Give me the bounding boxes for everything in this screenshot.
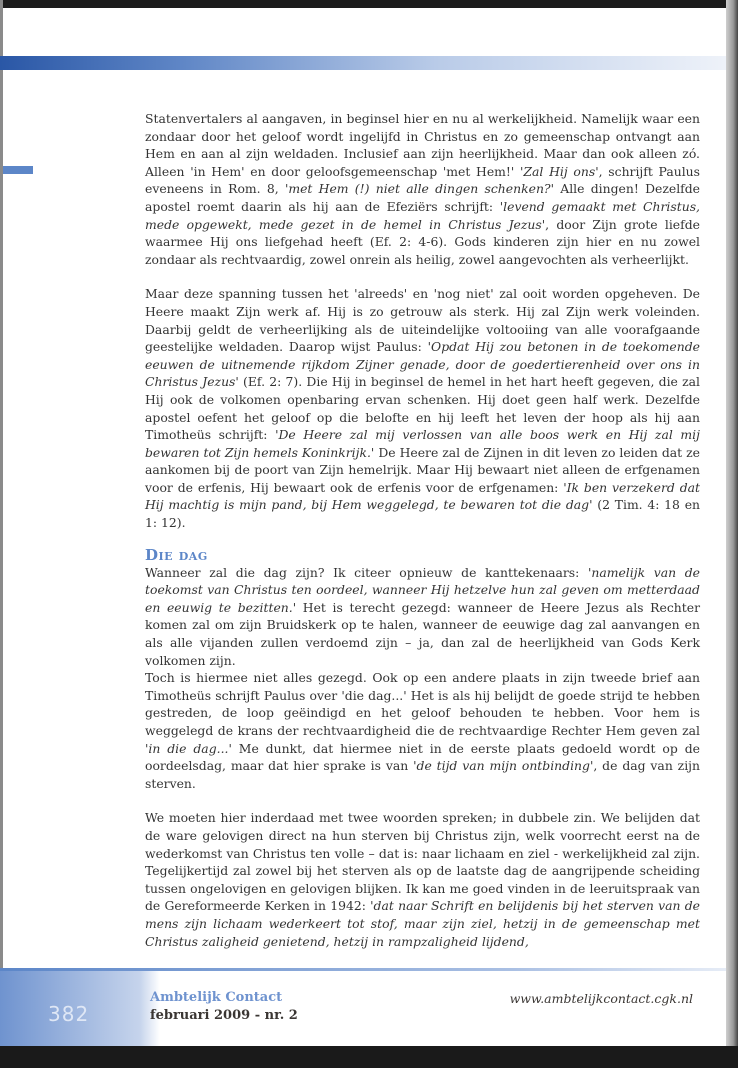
body-text: Statenvertalers al aangaven, in beginsel hier en nu al werkelijkheid. Namelijk waar een zondaar door het geloof wordt ingelijfd in Christus en zo gemeenschap ontvangt aan Hem en aan al zijn weldaden. Inclusief aan zijn heerlijkheid. Maar dan ook alleen zó. Alleen 'in Hem' en door geloofsgemeenschap 'met Hem!' (145, 111, 700, 179)
quotation-text: 'in die dag...' (145, 740, 232, 756)
paragraph (145, 285, 700, 531)
header-color-bar (0, 56, 726, 70)
issue-label: februari 2009 - nr. 2 (150, 1008, 298, 1023)
body-text: Maar deze spanning tussen het 'alreeds' en 'nog niet' zal ooit worden opgeheven. De Heere maakt Zijn werk af. Hij is zo getrouw als sterk. Hij zal Zijn werk voleinden. Daarbij geldt de verheerlijking als de uiteindelijke voltooiing van alle voorafgaande geestelijke weldaden. Daarop wijst Paulus: (145, 286, 700, 355)
quotation-text: 'Zal Hij ons' (520, 163, 599, 179)
page-left-edge (0, 0, 3, 1068)
page-top-border (0, 0, 738, 8)
quotation-text: 'Opdat Hij zou betonen in de toekomende eeuwen de uitnemende rijkdom Zijner genade, door de goedertierenheid over ons in Christus Jezus' (145, 339, 700, 390)
article-body (145, 110, 700, 950)
footer-panel (0, 971, 726, 1046)
quotation-text: 'namelijk van de toekomst van Christus ten oordeel, wanneer Hij hetzelve hun zal geven om metterdaad en eeuwig te bezitten.' (145, 564, 701, 615)
body-text: Het is terecht gezegd: wanneer de Heere Jezus als Rechter komen zal om zijn Bruidskerk op te halen, wanneer de eeuwige dag zal aanvangen en als alle vijanden zullen verdoemd zijn – ja, dan zal de heerlijkheid van Gods Kerk volkomen zijn. (145, 599, 700, 668)
quotation-text: 'levend gemaakt met Christus, mede opgewekt, mede gezet in de hemel in Christus Jezus' (145, 198, 700, 232)
quotation-text: 'de tijd van mijn ontbinding' (413, 758, 594, 774)
body-text: Alle dingen! Dezelfde apostel roemt daarin als hij aan de Efeziërs schrijft: (145, 181, 701, 214)
paragraph (145, 669, 700, 792)
body-text: Me dunkt, dat hiermee niet in de eerste plaats gedoeld wordt op de oordeelsdag, maar dat hier sprake is van (145, 740, 700, 774)
paragraph (145, 809, 700, 950)
body-text: Toch is hiermee niet alles gezegd. Ook op een andere plaats in zijn tweede brief aan Timotheüs schrijft Paulus over 'die dag...' Het is als hij belijdt de goede strijd te hebben gestreden, de loop geëindigd en het geloof behouden te hebben. Voor hem is weggelegd de krans der rechtvaardigheid die de rechtvaardige Rechter Hem geven zal (145, 670, 700, 738)
body-text: , schrijft Paulus eveneens in Rom. 8, (145, 163, 701, 197)
quotation-text: 'De Heere zal mij verlossen van alle boos werk en Hij zal mij bewaren tot Zijn hemels Koninkrijk.' (145, 427, 700, 460)
page-bottom-border (0, 1046, 738, 1068)
body-text: , de dag van zijn sterven. (145, 758, 700, 791)
body-text: (2 Tim. 4: 18 en 1: 12). (145, 497, 701, 531)
body-text: We moeten hier inderdaad met twee woorden spreken; in dubbele zin. We belijden dat de ware gelovigen direct na hun sterven bij Christus zijn, welk voorrecht eerst na de wederkomst van Christus ten volle – dat is: naar lichaam en ziel - werkelijkheid zal zijn. Tegelijkertijd zal zowel bij het sterven als op de laatste dag de aangrijpende scheiding tussen ongelovigen en gelovigen blijken. Ik kan me goed vinden in de leeruitspraak van de Gereformeerde Kerken in 1942: (145, 810, 700, 914)
page-number: 382 (48, 1002, 90, 1026)
website-url: www.ambtelijkcontact.cgk.nl (509, 991, 693, 1006)
quotation-text: 'Ik ben verzekerd dat Hij machtig is mijn pand, bij Hem weggelegd, te bewaren tot die dag' (145, 479, 700, 513)
magazine-title: Ambtelijk Contact (150, 990, 283, 1005)
quotation-text: 'dat naar Schrift en belijdenis bij het sterven van de mens zijn lichaam wederkeert tot stof, maar zijn ziel, hetzij in de gemeenschap met Christus zaligheid genietend, hetzij in rampzaligheid lijdend, (145, 898, 700, 949)
body-text: , door Zijn grote liefde waarmee Hij ons liefgehad heeft (Ef. 2: 4-6). Gods kinderen zijn hier en nu zowel zondaar als rechtvaardig, zowel onrein als heilig, zowel aangevochten als verheerlijkt. (145, 216, 700, 267)
quotation-text: 'met Hem (!) niet alle dingen schenken?' (284, 181, 554, 197)
paragraph (145, 110, 700, 268)
body-text: (Ef. 2: 7). Die Hij in beginsel de hemel in het hart heeft gegeven, die zal Hij ook de volkomen openbaring ervan schenken. Hij doet geen half werk. Dezelfde apostel oefent het geloof op die belofte en hij leeft het leven der hoop als hij aan Timotheüs schrijft: (145, 374, 700, 443)
side-marker (3, 166, 33, 174)
body-text: De Heere zal de Zijnen in dit leven zo leiden dat ze aankomen bij de poort van Zijn hemelrijk. Maar Hij bewaart niet alleen de erfgenamen voor de erfenis, Hij bewaart ook de erfenis voor de erfgenamen: (145, 444, 700, 495)
page-right-edge (726, 0, 738, 1068)
body-text: Wanneer zal die dag zijn? Ik citeer opnieuw de kanttekenaars: (145, 564, 588, 580)
paragraph (145, 564, 700, 670)
section-heading: Die dag (145, 545, 208, 564)
